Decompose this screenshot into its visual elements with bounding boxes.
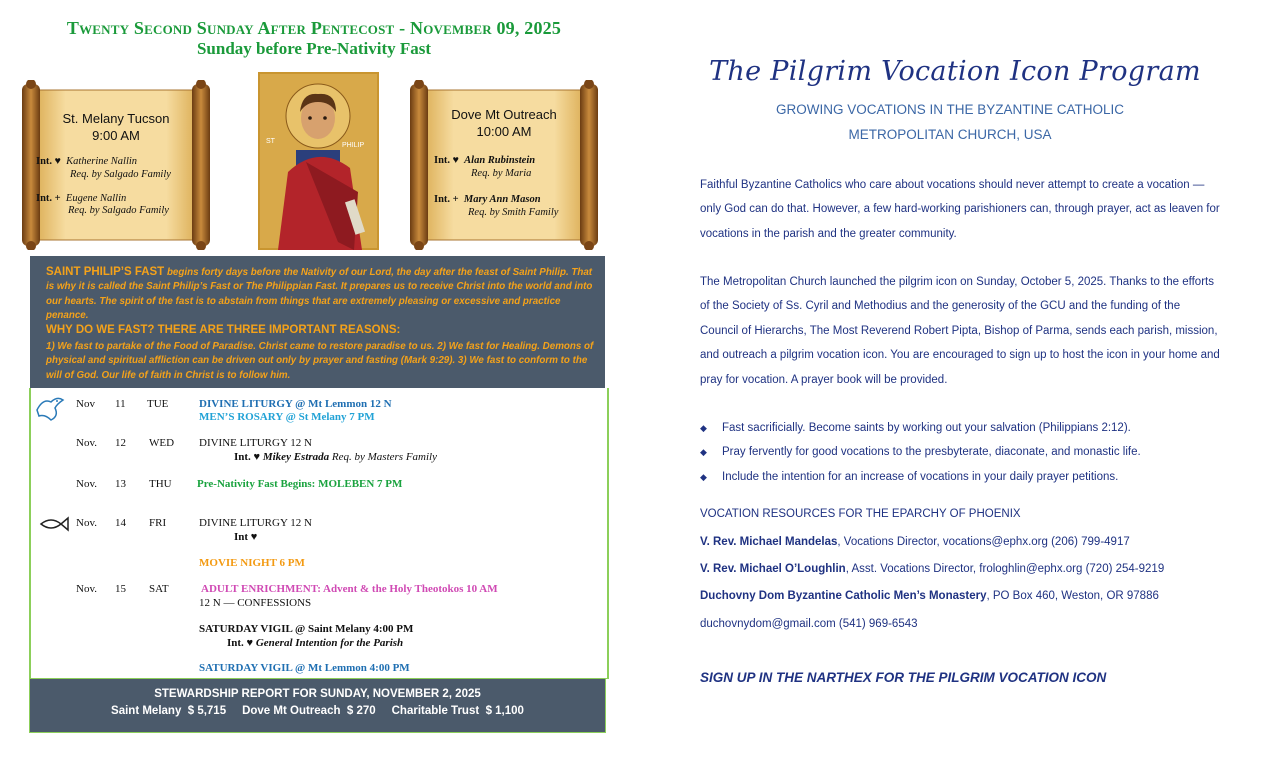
contact-name: Duchovny Dom Byzantine Catholic Men’s Monastery	[700, 590, 987, 602]
intention-request: Req. by Maria	[471, 168, 532, 179]
intention-request: Req. by Salgado Family	[70, 169, 171, 180]
fast-reasons: 1) We fast to partake of the Food of Paradise. Christ came to restore paradise to us. 2) We fast for Healing. Demons of physical and spiritual affliction can be driven out only by prayer and fasting (Mark 9:29). 3) We fast to conform to the will of God. Our life of faith in Christ is to follow him.	[46, 341, 594, 381]
fast-heading: SAINT PHILIP’S FAST	[46, 266, 165, 278]
schedule-month: Nov.	[76, 478, 97, 490]
contact-monastery	[700, 590, 1159, 602]
schedule-month: Nov.	[76, 517, 97, 529]
fish-icon	[39, 516, 69, 532]
intention-name: Mary Ann Mason	[463, 194, 541, 205]
schedule-weekday: SAT	[149, 583, 169, 595]
fast-paragraph	[46, 265, 596, 324]
schedule-month: Nov	[76, 398, 95, 410]
intention-name: Eugene Nallin	[65, 193, 127, 204]
fast-info-box	[30, 256, 605, 388]
icon-label-st: ST	[266, 138, 275, 145]
scroll-dove-mt	[406, 80, 602, 250]
schedule-day: 14	[115, 517, 126, 529]
scroll-time: 10:00 AM	[476, 124, 532, 139]
scroll-title: Dove Mt Outreach	[451, 107, 557, 122]
schedule-event: MEN’S ROSARY @ St Melany 7 PM	[199, 411, 375, 423]
signup-callout: SIGN UP IN THE NARTHEX FOR THE PILGRIM VOCATION ICON	[700, 670, 1107, 685]
diamond-bullet-icon: ◆	[700, 423, 707, 433]
bullet-text: Fast sacrificially. Become saints by working out your salvation (Philippians 2:12).	[722, 422, 1131, 434]
schedule-day: 15	[115, 583, 126, 595]
stewardship-title: STEWARDSHIP REPORT FOR SUNDAY, NOVEMBER 2, 2025	[154, 688, 481, 700]
intention-label: Int. +	[434, 194, 459, 205]
schedule-day: 12	[115, 437, 126, 449]
schedule-event: SATURDAY VIGIL @ Saint Melany 4:00 PM	[199, 623, 414, 635]
schedule-event: MOVIE NIGHT 6 PM	[199, 557, 305, 569]
bullet-text: Include the intention for an increase of vocations in your daily prayer petitions.	[722, 471, 1119, 483]
icon-label-philip: PHILIP	[342, 142, 365, 149]
schedule-day: 13	[115, 478, 126, 490]
pilgrim-subtitle-line1: GROWING VOCATIONS IN THE BYZANTINE CATHOLIC	[775, 102, 1125, 117]
schedule-weekday: WED	[149, 437, 175, 449]
intention-label: Int. ♥	[434, 155, 459, 166]
bullet-item	[700, 471, 1118, 483]
bulletin-header-title: Twenty Second Sunday After Pentecost - November 09, 2025	[66, 18, 562, 38]
pilgrim-subtitle-line2: METROPOLITAN CHURCH, USA	[848, 127, 1052, 142]
intention-label: Int. ♥	[36, 156, 61, 167]
pilgrim-program-title: The Pilgrim Vocation Icon Program	[709, 56, 1201, 87]
bulletin-header-subtitle: Sunday before Pre-Nativity Fast	[196, 39, 432, 58]
contact-oloughlin	[700, 563, 1164, 575]
contact-details: , Asst. Vocations Director, frologhlin@ephx.org (720) 254-9219	[845, 563, 1165, 575]
intention-name: Katherine Nallin	[66, 156, 138, 167]
stewardship-report	[29, 678, 606, 733]
schedule-weekday: TUE	[147, 398, 169, 410]
contact-name: V. Rev. Michael O’Loughlin	[700, 563, 846, 575]
diamond-bullet-icon: ◆	[700, 472, 707, 482]
bullet-item	[700, 446, 1141, 458]
intention-request: Req. by Salgado Family	[68, 205, 169, 216]
contact-details: , PO Box 460, Weston, OR 97886	[986, 590, 1159, 602]
intention-name: Mikey Estrada	[262, 451, 330, 463]
intention-label: Int ♥	[234, 531, 258, 543]
stewardship-totals: Saint Melany $ 5,715 Dove Mt Outreach $ 270 Charitable Trust $ 1,100	[111, 705, 524, 717]
dove-icon	[33, 392, 65, 424]
fast-question: WHY DO WE FAST? THERE ARE THREE IMPORTANT REASONS:	[46, 324, 401, 336]
schedule-month: Nov.	[76, 583, 97, 595]
intention-label: Int. +	[36, 193, 61, 204]
weekly-schedule	[29, 388, 609, 679]
schedule-event: ADULT ENRICHMENT: Advent & the Holy Theotokos 10 AM	[201, 583, 498, 595]
paragraph-text: Faithful Byzantine Catholics who care about vocations should never attempt to create a vocation — only God can do that. However, a few hard-working parishioners can, through prayer, act as leaven for vocations in the parish and the greater community.	[700, 179, 1220, 240]
intention-request: Req. by Smith Family	[468, 207, 559, 218]
schedule-event: DIVINE LITURGY 12 N	[199, 437, 312, 449]
contact-details: , Vocations Director, vocations@ephx.org (206) 799-4917	[837, 536, 1130, 548]
schedule-weekday: FRI	[149, 517, 167, 529]
contact-name: V. Rev. Michael Mandelas	[700, 536, 838, 548]
pilgrim-paragraph-2	[700, 270, 1220, 392]
schedule-event: Pre-Nativity Fast Begins: MOLEBEN 7 PM	[197, 478, 403, 490]
scroll-title: St. Melany Tucson	[62, 111, 170, 126]
schedule-event: 12 N — CONFESSIONS	[199, 597, 312, 609]
monastery-email: duchovnydom@gmail.com (541) 969-6543	[700, 618, 918, 630]
schedule-weekday: THU	[149, 478, 172, 490]
intention-label: Int. ♥	[227, 637, 254, 649]
schedule-month: Nov.	[76, 437, 97, 449]
intention-request: Req. by Masters Family	[331, 451, 437, 463]
bullet-item	[700, 422, 1131, 434]
schedule-event: SATURDAY VIGIL @ Mt Lemmon 4:00 PM	[199, 662, 410, 674]
schedule-event: DIVINE LITURGY 12 N	[199, 517, 312, 529]
intention-name: General Intention for the Parish	[255, 637, 404, 649]
scroll-time: 9:00 AM	[92, 128, 140, 143]
fast-text: begins forty days before the Nativity of our Lord, the day after the feast of Saint Philip. That is why it is called the Saint Philip’s Fast or The Philippian Fast. It prepares us to receive Christ into the world and into our hearts. The spirit of the fast is to abstain from things that are extremely pleasing or excessive and practice penance.	[46, 267, 593, 322]
resources-heading: VOCATION RESOURCES FOR THE EPARCHY OF PHOENIX	[700, 508, 1021, 520]
bullet-text: Pray fervently for good vocations to the presbyterate, diaconate, and monastic life.	[722, 446, 1141, 458]
pilgrim-paragraph-1	[700, 173, 1220, 246]
contact-mandelas	[700, 536, 1130, 548]
schedule-day: 11	[115, 398, 126, 410]
intention-label: Int. ♥	[234, 451, 261, 463]
intention-name: Alan Rubinstein	[464, 155, 536, 166]
paragraph-text: The Metropolitan Church launched the pilgrim icon on Sunday, October 5, 2025. Thanks to the efforts of the Society of Ss. Cyril and Methodius and the generosity of the GCU and the funding of the Council of Hierarchs, The Most Reverend Robert Pipta, Bishop of Parma, sends each parish, mission, and outreach a pilgrim vocation icon. You are encouraged to sign up to host the icon in your home and pray for vocation. A prayer book will be provided.	[700, 276, 1220, 386]
diamond-bullet-icon: ◆	[700, 447, 707, 457]
schedule-event: DIVINE LITURGY @ Mt Lemmon 12 N	[199, 398, 392, 410]
st-philip-icon-image	[258, 72, 379, 250]
scroll-st-melany	[18, 80, 214, 250]
